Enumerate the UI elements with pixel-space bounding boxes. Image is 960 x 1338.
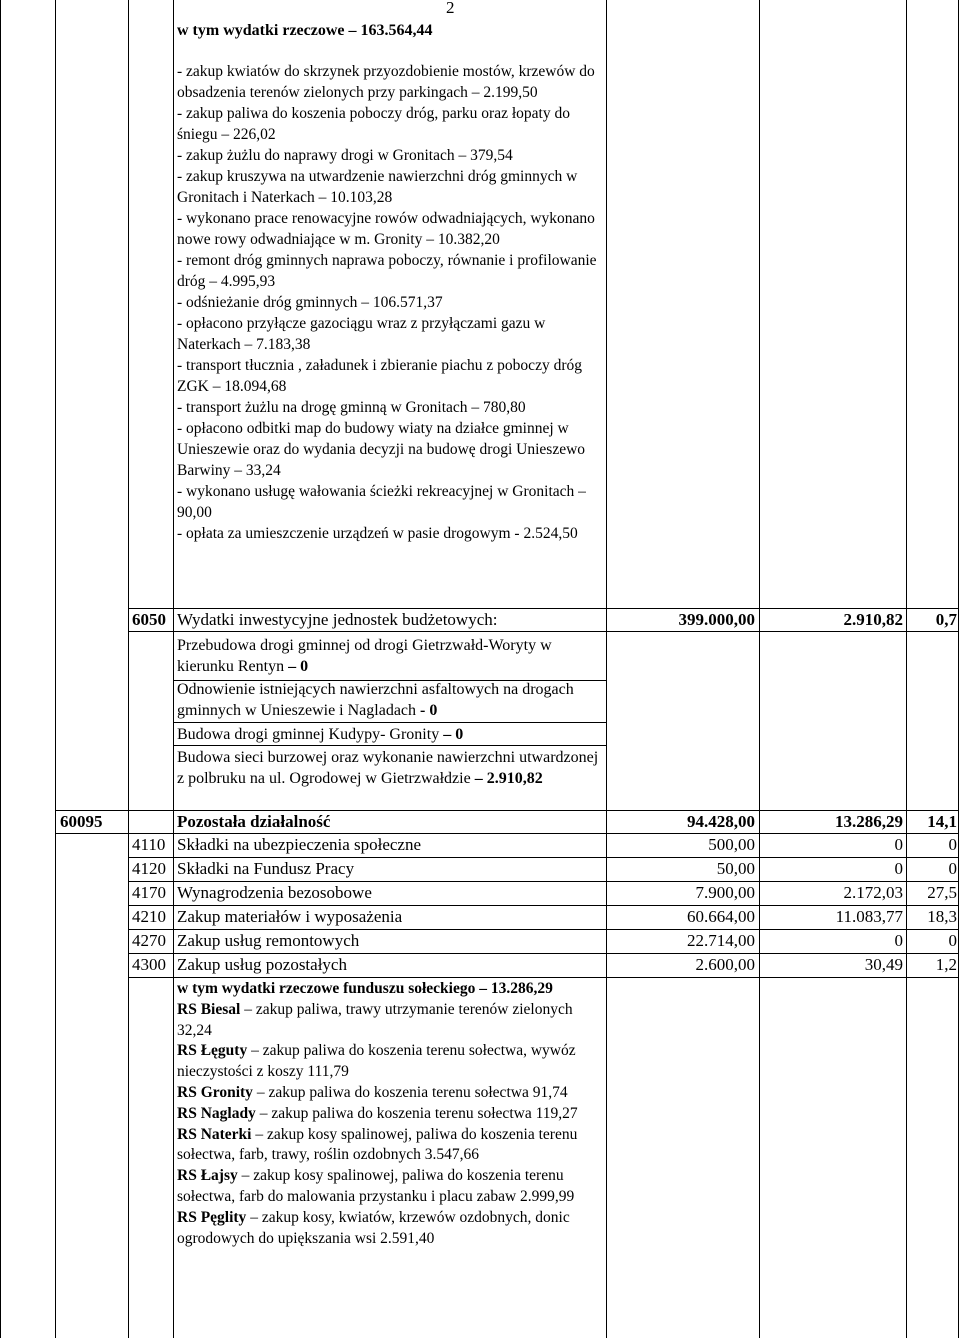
row-name: Wydatki inwestycyjne jednostek budżetowych: bbox=[177, 610, 498, 629]
list-item: - zakup żużlu do naprawy drogi w Gronitach – 379,54 bbox=[177, 147, 513, 164]
list-item: - transport tłucznia , załadunek i zbieranie piachu z poboczy dróg ZGK – 18.094,68 bbox=[177, 357, 582, 395]
list-item: - zakup kruszywa na utwardzenie nawierzchni dróg gminnych w Gronitach i Naterkach – 10.103,28 bbox=[177, 168, 578, 206]
list-item: RS Naterki – zakup kosy spalinowej, paliwa do koszenia terenu sołectwa, farb, trawy, roślin ozdobnych 3.547,66 bbox=[177, 1125, 578, 1164]
solectwo-heading: w tym wydatki rzeczowe funduszu sołeckiego – 13.286,29 bbox=[177, 980, 553, 997]
row-executed: 2.910,82 bbox=[843, 610, 903, 629]
row-percent: 0,7 bbox=[935, 610, 957, 629]
row-executed: 13.286,29 bbox=[835, 812, 903, 831]
row-code: 6050 bbox=[132, 610, 166, 629]
top-heading: w tym wydatki rzeczowe – 163.564,44 bbox=[177, 22, 433, 39]
solectwo-description bbox=[177, 979, 603, 1249]
list-item: RS Gronity – zakup paliwa do koszenia terenu sołectwa 91,74 bbox=[177, 1083, 568, 1101]
top-description bbox=[177, 20, 603, 544]
list-item: - opłacono odbitki map do budowy wiaty na działce gminnej w Unieszewie oraz do wydania decyzji na budowę drogi Unieszewo Barwiny – 33,24 bbox=[177, 420, 586, 479]
list-item: - opłacono przyłącze gazociągu wraz z przyłączami gazu w Naterkach – 7.183,38 bbox=[177, 315, 546, 353]
invest-item: Budowa drogi gminnej Kudypy- Gronity – 0 bbox=[177, 726, 464, 743]
list-item: RS Naglady – zakup paliwa do koszenia terenu sołectwa 119,27 bbox=[177, 1104, 578, 1122]
page-number: 2 bbox=[446, 0, 455, 17]
row-plan: 399.000,00 bbox=[678, 610, 755, 629]
list-item: RS Łajsy – zakup kosy spalinowej, paliwa do koszenia terenu sołectwa, farb do malowania przystanku i placu zabaw 2.999,99 bbox=[177, 1167, 575, 1205]
list-item: - zakup paliwa do koszenia poboczy dróg, parku oraz łopaty do śniegu – 226,02 bbox=[177, 105, 570, 143]
row-plan: 94.428,00 bbox=[687, 812, 755, 831]
list-item: - zakup kwiatów do skrzynek przyozdobienie mostów, krzewów do obsadzenia terenów zielonych przy parkingach – 2.199,50 bbox=[177, 63, 595, 101]
list-item: - opłata za umieszczenie urządzeń w pasie drogowym - 2.524,50 bbox=[177, 525, 578, 542]
list-item: - wykonano usługę wałowania ścieżki rekreacyjnej w Gronitach – 90,00 bbox=[177, 483, 586, 521]
invest-item: Przebudowa drogi gminnej od drogi Gietrzwałd-Woryty w kierunku Rentyn – 0 bbox=[177, 637, 552, 675]
row-name: Pozostała działalność bbox=[177, 812, 331, 831]
list-item: RS Biesal – zakup paliwa, trawy utrzymanie terenów zielonych 32,24 bbox=[177, 1000, 573, 1039]
row-percent: 14,1 bbox=[927, 812, 957, 831]
list-item: - transport żużlu na drogę gminną w Gronitach – 780,80 bbox=[177, 399, 526, 416]
invest-item: Budowa sieci burzowej oraz wykonanie nawierzchni utwardzonej z polbruku na ul. Ogrodowej w Gietrzwałdzie – 2.910,82 bbox=[177, 749, 599, 787]
invest-item: Odnowienie istniejących nawierzchni asfaltowych na drogach gminnych w Unieszewie i Nagladach - 0 bbox=[177, 681, 574, 719]
list-item: RS Pęglity – zakup kosy, kwiatów, krzewów ozdobnych, donic ogrodowych do upiększania wsi 2.591,40 bbox=[177, 1208, 570, 1247]
list-item: RS Łęguty – zakup paliwa do koszenia terenu sołectwa, wywóz nieczystości z koszy 111,79 bbox=[177, 1042, 576, 1081]
row-code: 60095 bbox=[60, 812, 103, 831]
list-item: - odśnieżanie dróg gminnych – 106.571,37 bbox=[177, 294, 443, 311]
list-item: - wykonano prace renowacyjne rowów odwadniających, wykonano nowe rowy odwadniające w m. Gronity – 10.382,20 bbox=[177, 210, 595, 248]
list-item: - remont dróg gminnych naprawa poboczy, równanie i profilowanie dróg – 4.995,93 bbox=[177, 252, 597, 290]
